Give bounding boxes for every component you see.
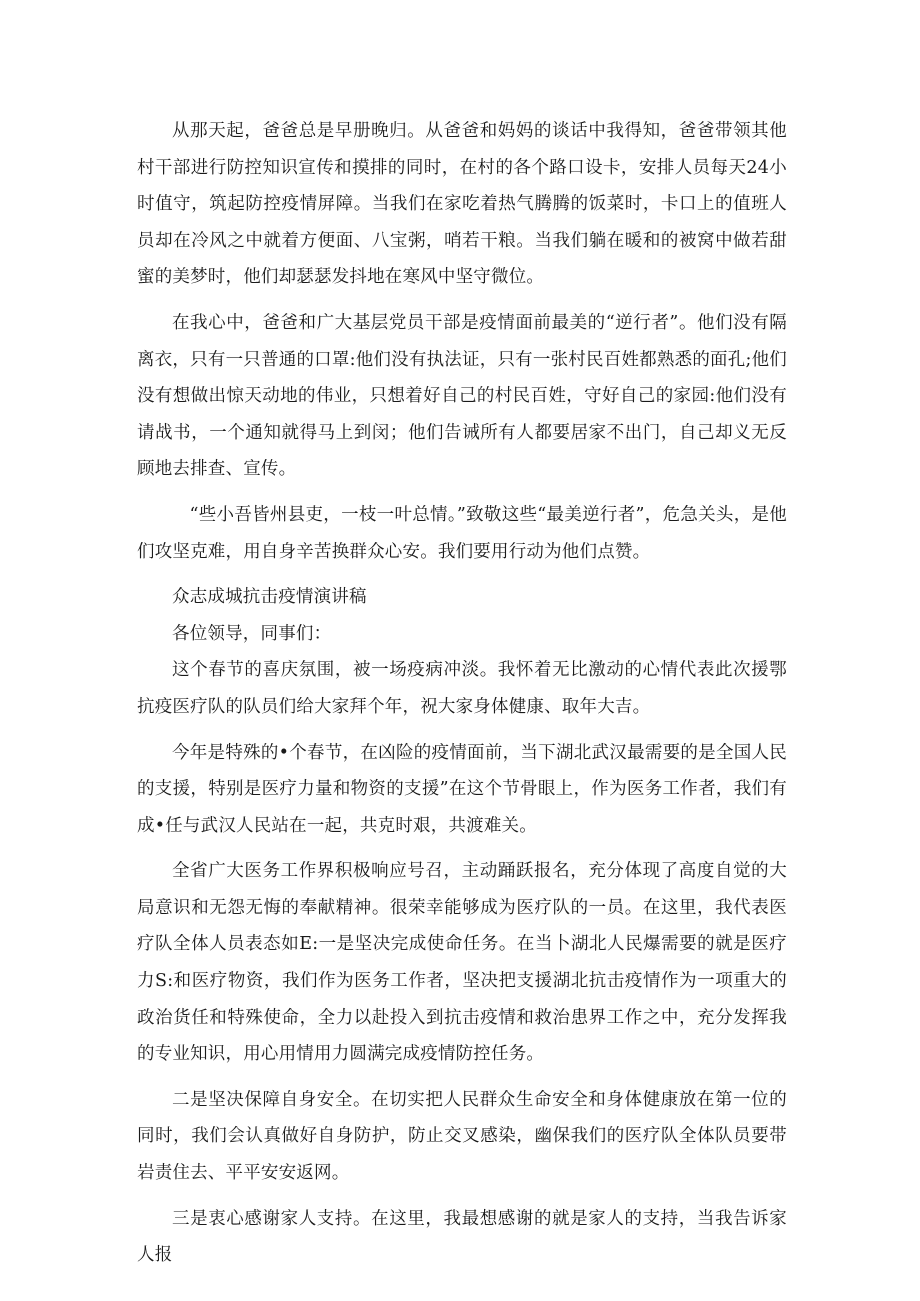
paragraph-commitment-two: 二是坚决保障自身安全。在切实把人民群众生命安全和身体健康放在第一位的同时，我们会认真做好自身防护，防止交叉感染，幽保我们的医疗队全体队员要带岩责住去、平平安安返网。 (137, 1089, 787, 1184)
paragraph-father-duty: 从那天起，爸爸总是早册晚归。从爸爸和妈妈的谈话中我得知，爸爸带领其他村干部进行防控知识宣传和摸排的同时，在村的各个路口设卡，安排人员每天24小时值守，筑起防控疫情屏障。当我们在家吃着热气腾腾的饭菜时，卡口上的值班人员却在冷风之中就着方便面、八宝粥，哨若干粮。当我们躺在暖和的被窝中做若甜蜜的美梦时，他们却瑟瑟发抖地在寒风中坚守微位。 (137, 121, 787, 288)
paragraph-new-year-greeting: 这个春节的喜庆氛围，被一场疫病冲淡。我怀着无比激动的心情代表此次援鄂抗疫医疗队的队员们给大家拜个年，祝大家身体健康、取年大吉。 (137, 660, 787, 717)
document-body (137, 113, 787, 1283)
paragraph-retrograde-heroes: 在我心中，爸爸和广大基层党员干部是疫情面前最美的“逆行者”。他们没有隔离衣，只有一只普通的口罩:他们没有执法证，只有一张村民百姓都熟悉的面孔;他们没有想做出惊天动地的伟业，只想着好自己的村民百姓，守好自己的家园:他们没有请战书，一个通知就得马上到闵；他们告诫所有人都要居家不出门，自己却义无反顾地去排查、宣传。 (137, 312, 787, 480)
speech-title: 众志成城抗击疫情演讲稿 (172, 587, 367, 608)
speech-salutation: 各位领导，同事们： (172, 623, 332, 644)
paragraph-commitment-one: 全省广大医务工作界积极响应号召，主动踊跃报名，充分体现了高度自觉的大局意识和无怨无悔的奉献精神。很荣幸能够成为医疗队的一员。在这里，我代表医疗队全体人员表态如E:一是坚决完成使命任务。在当卜湖北人民爆需要的就是医疗力S:和医疗物资，我们作为医务工作者，坚决把支援湖北抗击疫情作为一项重大的政治货任和特殊使命，全力以赴投入到抗击疫情和救治患界工作之中，充分发挥我的专业知识，用心用情用力圆满完成疫情防控任务。 (137, 861, 787, 1065)
paragraph-tribute-quote: “些小吾皆州县吏，一枝一叶总情。”致敬这些“最美逆行者”，危急关头，是他们攻坚克难，用自身辛苦换群众心安。我们要用行动为他们点赞。 (137, 504, 787, 562)
paragraph-special-spring-festival: 今年是特殊的•个春节，在凶险的疫情面前，当下湖北武汉最需要的是全国人民的支援，特别是医疗力量和物资的支援”在这个节骨眼上，作为医务工作者，我们有成•任与武汉人民站在一起，共克时艰，共渡难关。 (137, 742, 787, 836)
paragraph-commitment-three: 三是衷心感谢家人支持。在这里，我最想感谢的就是家人的支持，当我告诉家人报 (137, 1208, 787, 1266)
